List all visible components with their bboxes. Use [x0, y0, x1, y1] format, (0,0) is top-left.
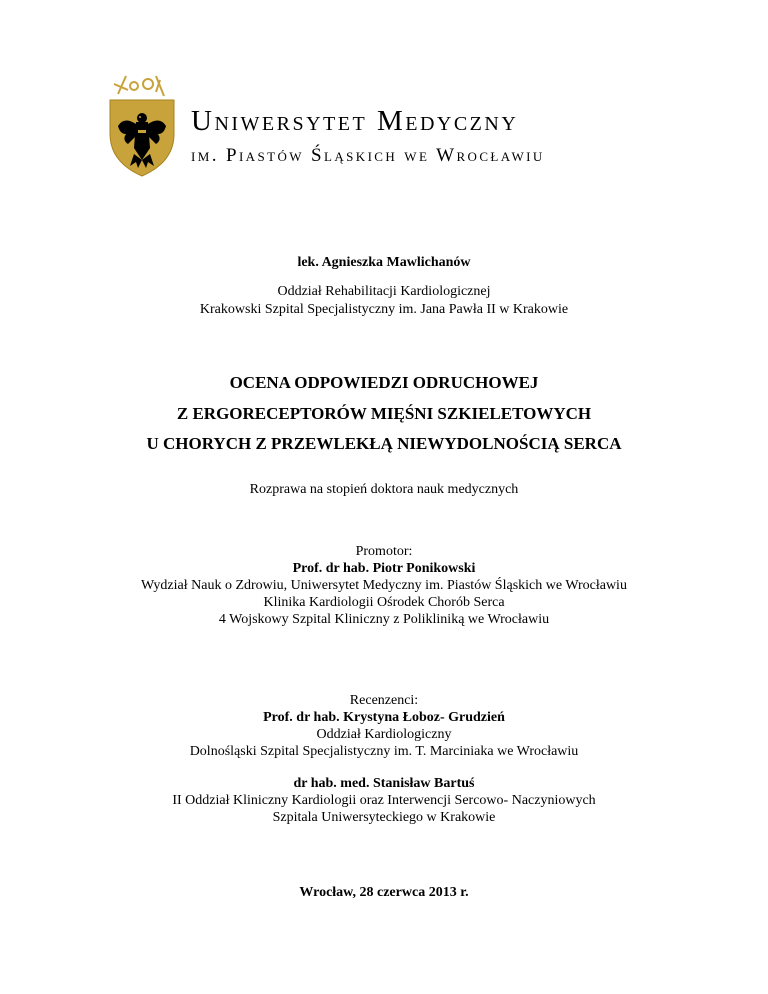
place-date: Wrocław, 28 czerwca 2013 r. — [299, 885, 469, 900]
reviewer-1-name: Prof. dr hab. Krystyna Łoboz- Grudzień — [263, 710, 505, 725]
author-department: Oddział Rehabilitacji Kardiologicznej — [277, 284, 491, 299]
university-subtitle: im. Piastów Śląskich we Wrocławiu — [191, 145, 545, 166]
author-hospital: Krakowski Szpital Specjalistyczny im. Jana Pawła II w Krakowie — [199, 302, 569, 317]
promotor-affiliation-1: Wydział Nauk o Zdrowiu, Uniwersytet Medyczny im. Piastów Śląskich we Wrocławiu — [141, 578, 627, 593]
university-name: Uniwersytet Medyczny — [191, 105, 519, 137]
university-logo — [104, 74, 180, 178]
promotor-affiliation-3: 4 Wojskowy Szpital Kliniczny z Polikliniką we Wrocławiu — [218, 612, 550, 627]
thesis-title-line-3: U CHORYCH Z PRZEWLEKŁĄ NIEWYDOLNOŚCIĄ SERCA — [146, 434, 622, 453]
thesis-title-line-2: Z ERGORECEPTORÓW MIĘŚNI SZKIELETOWYCH — [176, 404, 592, 423]
crest-eagle-icon — [104, 74, 180, 178]
reviewer-2-affiliation-1: II Oddział Kliniczny Kardiologii oraz Interwencji Sercowo- Naczyniowych — [172, 793, 596, 808]
reviewer-2-name: dr hab. med. Stanisław Bartuś — [293, 776, 475, 791]
thesis-title-line-1: OCENA ODPOWIEDZI ODRUCHOWEJ — [229, 373, 539, 392]
author-name: lek. Agnieszka Mawlichanów — [297, 255, 471, 270]
promotor-label: Promotor: — [355, 544, 413, 559]
thesis-degree: Rozprawa na stopień doktora nauk medycznych — [249, 482, 519, 497]
reviewer-1-affiliation-2: Dolnośląski Szpital Specjalistyczny im. T. Marciniaka we Wrocławiu — [189, 744, 579, 759]
reviewer-1-affiliation-1: Oddział Kardiologiczny — [316, 727, 452, 742]
promotor-affiliation-2: Klinika Kardiologii Ośrodek Chorób Serca — [263, 595, 505, 610]
reviewers-label: Recenzenci: — [349, 693, 419, 708]
reviewer-2-affiliation-2: Szpitala Uniwersyteckiego w Krakowie — [272, 810, 496, 825]
promotor-name: Prof. dr hab. Piotr Ponikowski — [292, 561, 476, 576]
